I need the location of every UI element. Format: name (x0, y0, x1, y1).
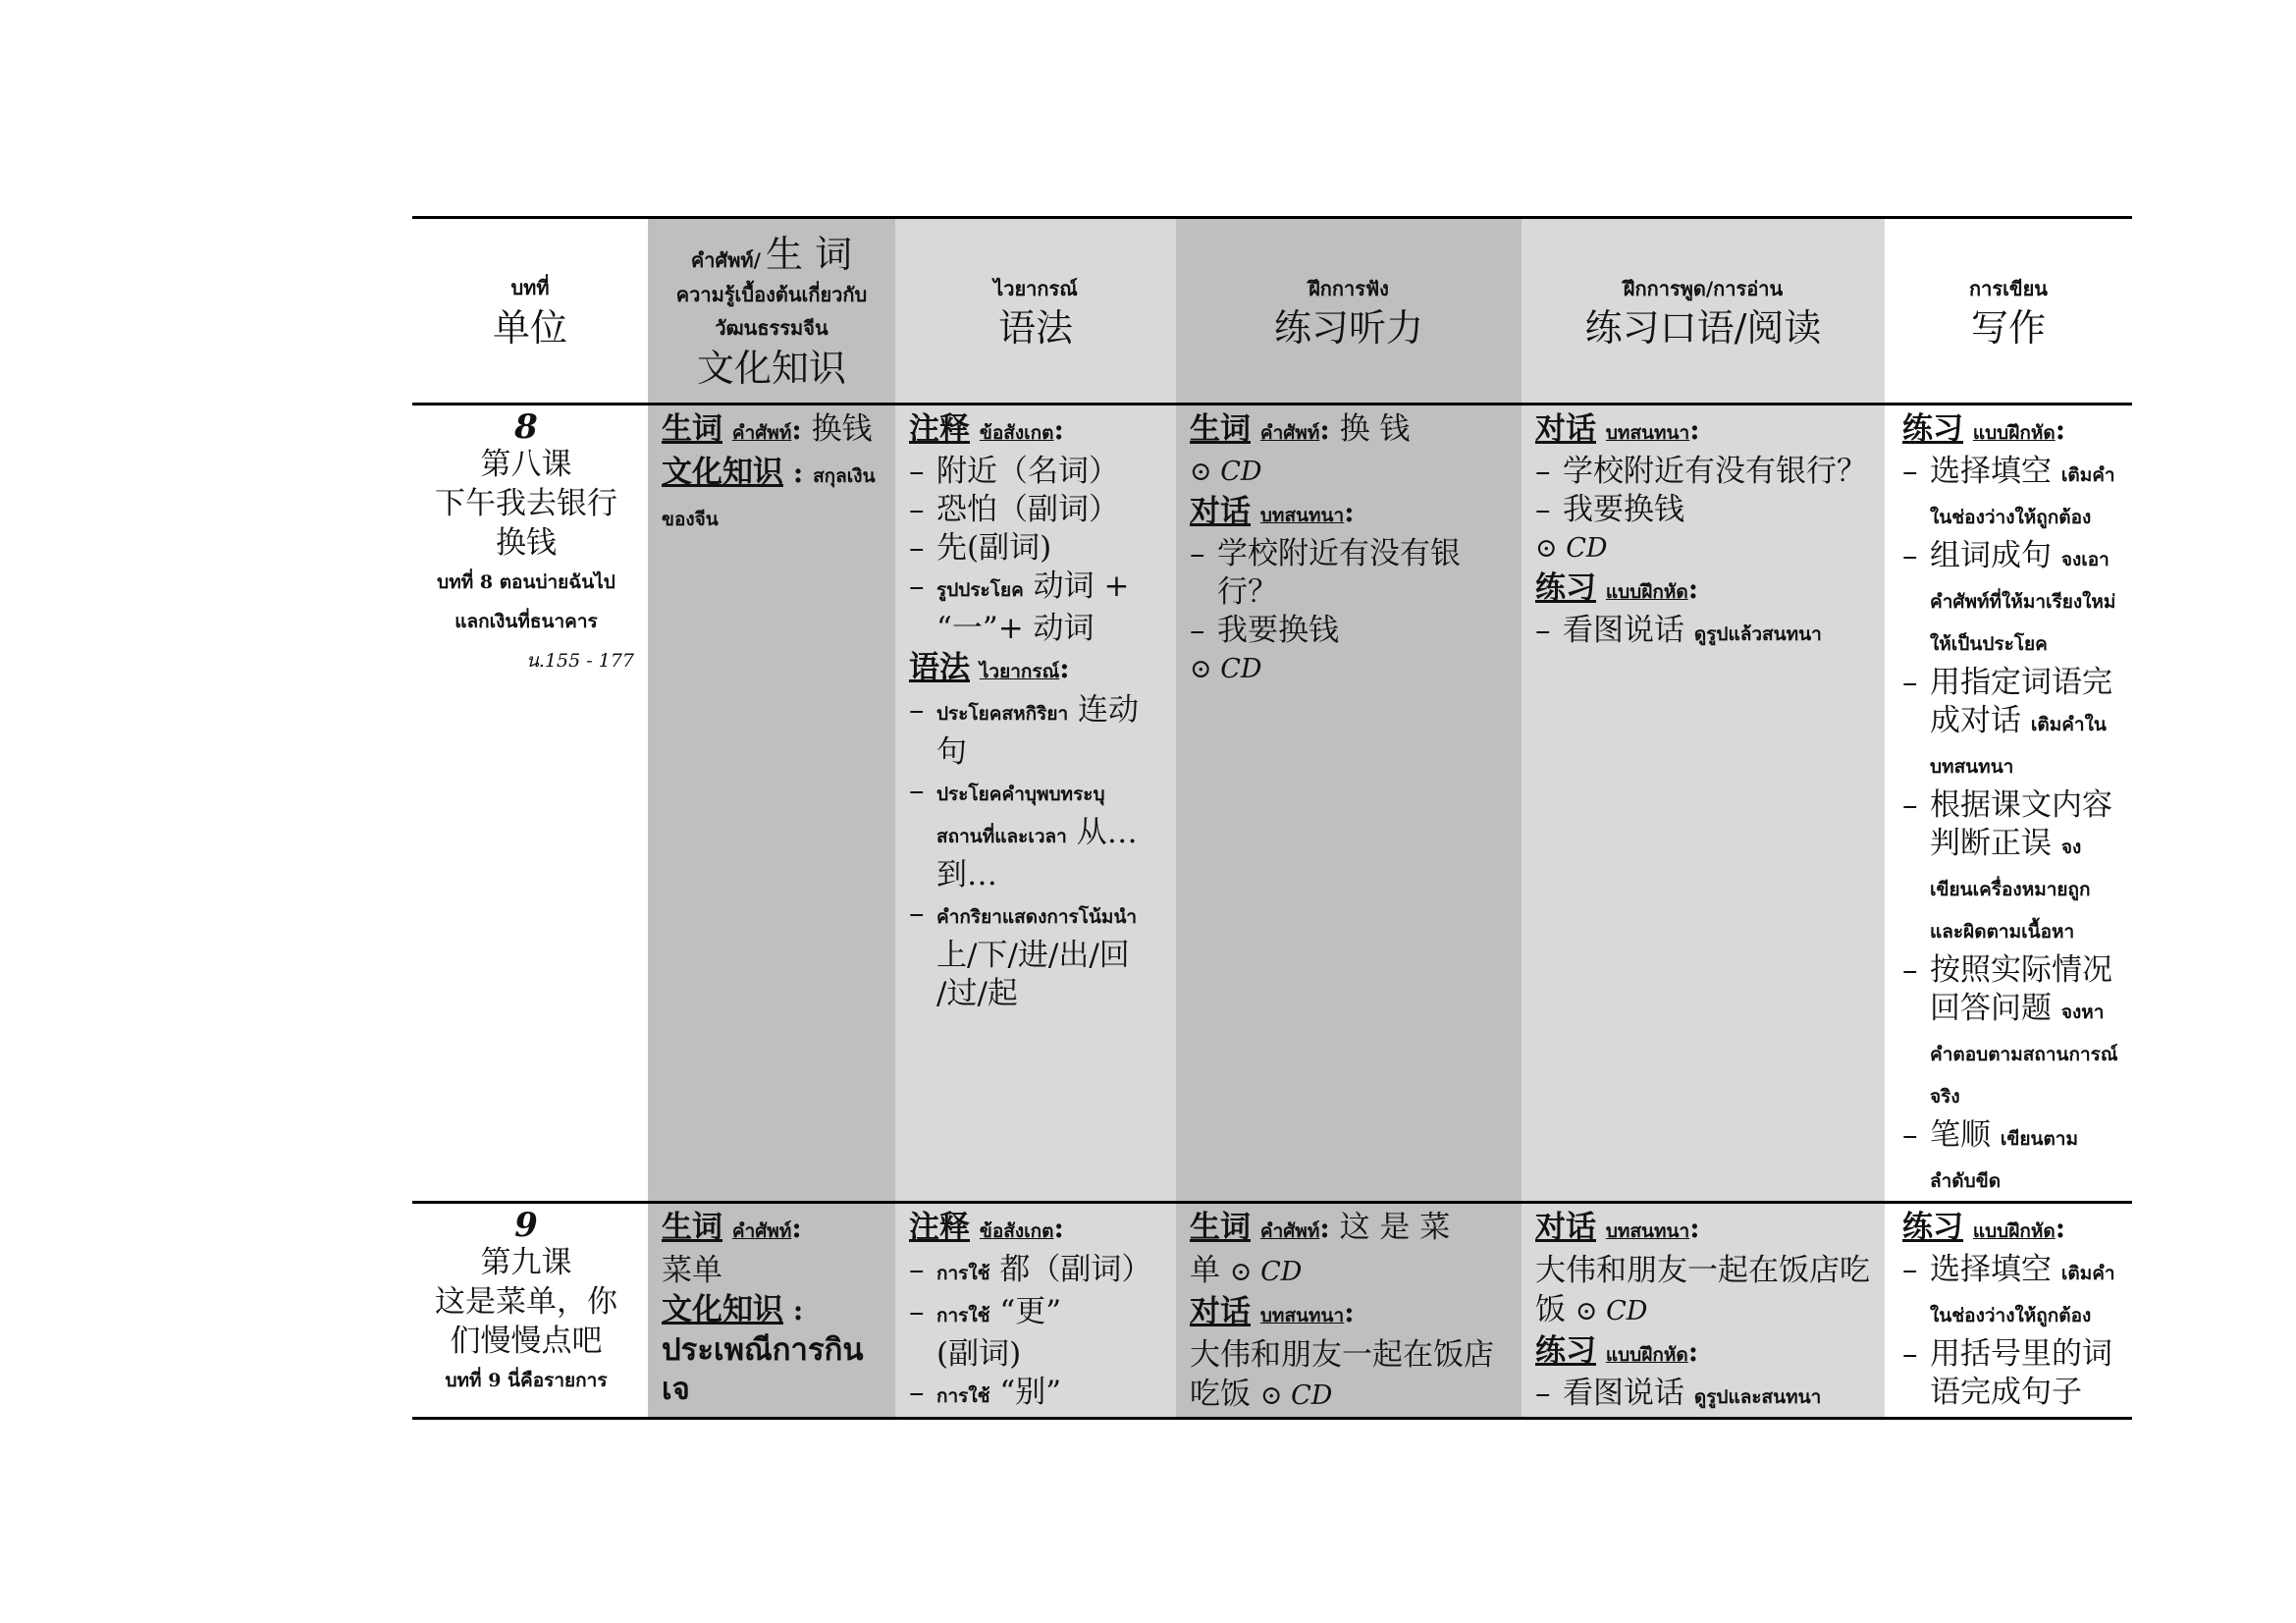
grammar-note: – 恐怕（副词） (909, 491, 1166, 529)
cd-icon: ⊙ CD (1190, 654, 1262, 684)
writing-exercise: – 根据课文内容 判断正误 จง เขียนเครื่องหมายถูก และผิดตามเนื้อหา (1902, 786, 2128, 951)
grammar-note: – 先(副词) (909, 529, 1166, 568)
writing-exercise: – 用指定词语完 成对话 เติมคำใน บทสนทนา (1902, 664, 2128, 786)
writing-exercise: – 选择填空 เติมคำ ในช่องว่างให้ถูกต้อง (1902, 453, 2128, 537)
cd-icon: ⊙ CD (1229, 1257, 1303, 1287)
cd-icon: ⊙ CD (1535, 533, 1608, 564)
exercise-item: – 看图说话 ดูรูปและสนทนา (1535, 1375, 1875, 1417)
curriculum-table (412, 216, 2132, 1420)
header-writing: การเขียน 写作 (1885, 218, 2132, 405)
writing-exercise: – 用括号里的词 语完成句子 (1902, 1335, 2128, 1412)
cd-icon: ⊙ CD (1190, 457, 1262, 487)
header-unit: บทที่ 单位 (412, 218, 648, 405)
dialog-item: – 我要换钱 (1535, 491, 1875, 529)
unit-9-writing: 练习 แบบฝึกหัด: – 选择填空 เติมคำ ในช่องว่างให้ถูกต้อง – 用括号里的词 语完成句子 (1885, 1203, 2132, 1419)
grammar-note: – 附近（名词） (909, 453, 1166, 491)
grammar-note: – การใช้ 都（副词） (909, 1251, 1166, 1293)
unit-9-grammar: 注释 ข้อสังเกต: – การใช้ 都（副词） – การใช้ “更” (副词) – การใช้ “别” (895, 1203, 1176, 1419)
grammar-note: – การใช้ “更” (副词) (909, 1293, 1166, 1374)
dialog-item: – 学校附近有没有银行？ (1535, 453, 1875, 491)
unit-8-vocab: 生词 คำศัพท์: 换钱 文化知识 : สกุลเงินของจีน (648, 405, 895, 1203)
grammar-point: – คำกริยาแสดงการโน้มนำ 上/下/进/出/回 /过/起 (909, 894, 1166, 1013)
header-speaking-reading: ฝึกการพูด/การอ่าน 练习口语/阅读 (1522, 218, 1885, 405)
unit-8-info: 8 第八课 下午我去银行 换钱 บทที่ 8 ตอนบ่ายฉันไป แลกเงินที่ธนาคาร น.155 - 177 (412, 405, 648, 1203)
header-row (412, 218, 2132, 405)
header-grammar: ไวยากรณ์ 语法 (895, 218, 1176, 405)
unit-9-row (412, 1203, 2132, 1419)
grammar-point: – ประโยคคำบุพบทระบุ สถานที่และเวลา 从… 到… (909, 772, 1166, 894)
unit-9-vocab: 生词 คำศัพท์: 菜单 文化知识 : ประเพณีการกินเจ (648, 1203, 895, 1419)
unit-9-info: 9 第九课 这是菜单，你 们慢慢点吧 บทที่ 9 นี่คือรายการ (412, 1203, 648, 1419)
grammar-point: – ประโยคสหกิริยา 连动 句 (909, 691, 1166, 772)
unit-8-row (412, 405, 2132, 1203)
grammar-note: – การใช้ “别” (909, 1374, 1166, 1416)
unit-9-listening: 生词 คำศัพท์: 这 是 菜 单 ⊙ CD 对话 บทสนทนา: 大伟和朋友一起在饭店 吃饭 ⊙ CD (1176, 1203, 1522, 1419)
cd-icon: ⊙ CD (1259, 1380, 1333, 1411)
header-listening: ฝึกการฟัง 练习听力 (1176, 218, 1522, 405)
header-vocab-culture: คำศัพท์/ 生 词 ความรู้เบื้องต้นเกี่ยวกับ วัฒนธรรมจีน 文化知识 (648, 218, 895, 405)
grammar-pattern: – รูปประโยค 动词 + “一”+ 动词 (909, 568, 1166, 648)
writing-exercise: – 按照实际情况 回答问题 จงหา คำตอบตามสถานการณ์ จริง (1902, 951, 2128, 1116)
dialog-item: – 学校附近有没有银 行？ (1190, 535, 1512, 612)
writing-exercise: – 选择填空 เติมคำ ในช่องว่างให้ถูกต้อง (1902, 1251, 2128, 1335)
dialog-item: – 我要换钱 (1190, 612, 1512, 650)
exercise-item: – 看图说话 ดูรูปแล้วสนทนา (1535, 612, 1875, 654)
unit-8-grammar: 注释 ข้อสังเกต: – 附近（名词） – 恐怕（副词） – 先(副词) – รูปประโยค 动词 + “一”+ 动词 语法 ไวยากรณ์: – ประโยคสหกิริยา 连动 句 – ประโยคคำบุพบทระบุ สถานที่และเวลา 从… 到… – คำกริยาแสดงการโน้มนำ 上/下/进/出/回 /过/起 (895, 405, 1176, 1203)
cd-icon: ⊙ CD (1575, 1296, 1648, 1326)
unit-8-speaking: 对话 บทสนทนา: – 学校附近有没有银行？ – 我要换钱 ⊙ CD 练习 แบบฝึกหัด: – 看图说话 ดูรูปแล้วสนทนา (1522, 405, 1885, 1203)
writing-exercise: – 组词成句 จงเอา คำศัพท์ที่ให้มาเรียงใหม่ ให้เป็นประโยค (1902, 537, 2128, 664)
unit-8-listening: 生词 คำศัพท์: 换 钱 ⊙ CD 对话 บทสนทนา: – 学校附近有没有银 行？ – 我要换钱 ⊙ CD (1176, 405, 1522, 1203)
writing-exercise: – 笔顺 เขียนตาม ลำดับขีด (1902, 1116, 2128, 1201)
unit-8-writing: 练习 แบบฝึกหัด: – 选择填空 เติมคำ ในช่องว่างให้ถูกต้อง – 组词成句 จงเอา คำศัพท์ที่ให้มาเรียงใหม่ ให้เป็นประโยค – 用指定词语完 成对话 เติมคำใน บทสนทนา – 根据课文内容 判断正误 จง เขียนเครื่องหมายถูก และผิดตามเนื้อหา – 按照实际情况 回答问题 จงหา คำตอบตามสถานการณ์ จริง – 笔顺 เขียนตาม ลำดับขีด (1885, 405, 2132, 1203)
unit-9-speaking: 对话 บทสนทนา: 大伟和朋友一起在饭店吃 饭 ⊙ CD 练习 แบบฝึกหัด: – 看图说话 ดูรูปและสนทนา (1522, 1203, 1885, 1419)
lesson-plan-table (412, 216, 2132, 1420)
